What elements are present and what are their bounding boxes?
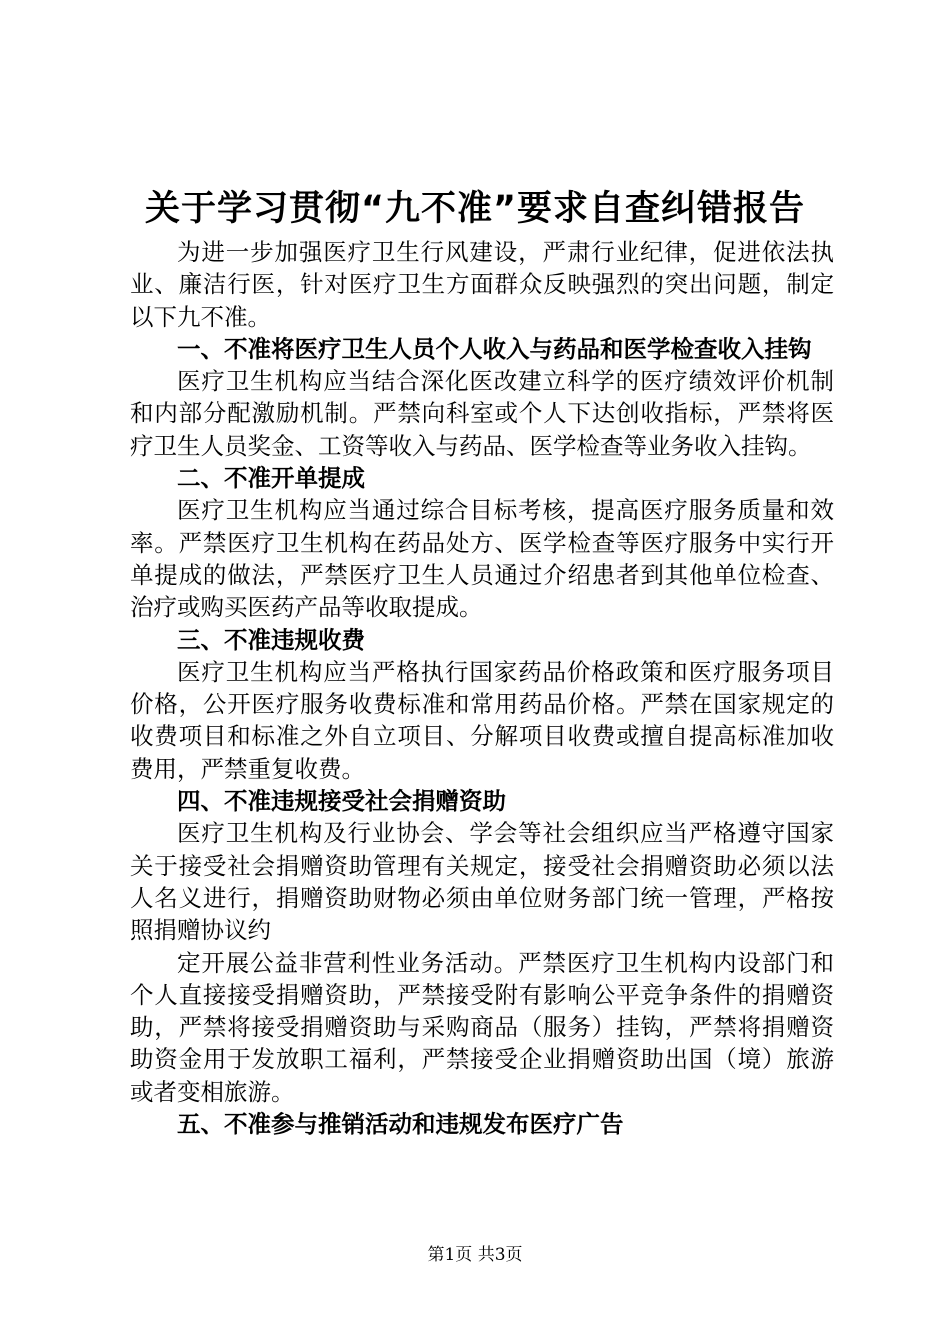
section-heading-3: 三、不准违规收费 [177,625,365,654]
section-paragraph-2: 医疗卫生机构应当通过综合目标考核，提高医疗服务质量和效率。严禁医疗卫生机构在药品处方、医学检查等医疗服务中实行开单提成的做法，严禁医疗卫生人员通过介绍患者到其他单位检查、治疗或购买医药产品等收取提成。 [130,496,834,622]
section-heading-5: 五、不准参与推销活动和违规发布医疗广告 [177,1110,624,1139]
section-paragraph-4a: 医疗卫生机构及行业协会、学会等社会组织应当严格遵守国家关于接受社会捐赠资助管理有关规定，接受社会捐赠资助必须以法人名义进行，捐赠资助财物必须由单位财务部门统一管理，严格按照捐赠协议约 [130,819,834,945]
section-heading-1: 一、不准将医疗卫生人员个人收入与药品和医学检查收入挂钩 [177,334,812,363]
section-paragraph-3: 医疗卫生机构应当严格执行国家药品价格政策和医疗服务项目价格，公开医疗服务收费标准和常用药品价格。严禁在国家规定的收费项目和标准之外自立项目、分解项目收费或擅自提高标准加收费用，严禁重复收费。 [130,657,834,783]
section-paragraph-4b: 定开展公益非营利性业务活动。严禁医疗卫生机构内设部门和个人直接接受捐赠资助，严禁接受附有影响公平竞争条件的捐赠资助，严禁将接受捐赠资助与采购商品（服务）挂钩，严禁将捐赠资助资金用于发放职工福利，严禁接受企业捐赠资助出国（境）旅游或者变相旅游。 [130,948,834,1106]
section-paragraph-1: 医疗卫生机构应当结合深化医改建立科学的医疗绩效评价机制和内部分配激励机制。严禁向科室或个人下达创收指标，严禁将医疗卫生人员奖金、工资等收入与药品、医学检查等业务收入挂钩。 [130,367,834,460]
document-title: 关于学习贯彻“九不准”要求自查纠错报告 [144,189,805,229]
section-heading-2: 二、不准开单提成 [177,464,365,493]
intro-paragraph: 为进一步加强医疗卫生行风建设，严肃行业纪律，促进依法执业、廉洁行医，针对医疗卫生方面群众反映强烈的突出问题，制定以下九不准。 [130,238,834,331]
section-heading-4: 四、不准违规接受社会捐赠资助 [177,787,506,816]
page-number-footer: 第1页 共3页 [427,1245,523,1265]
document-body [130,236,834,1140]
